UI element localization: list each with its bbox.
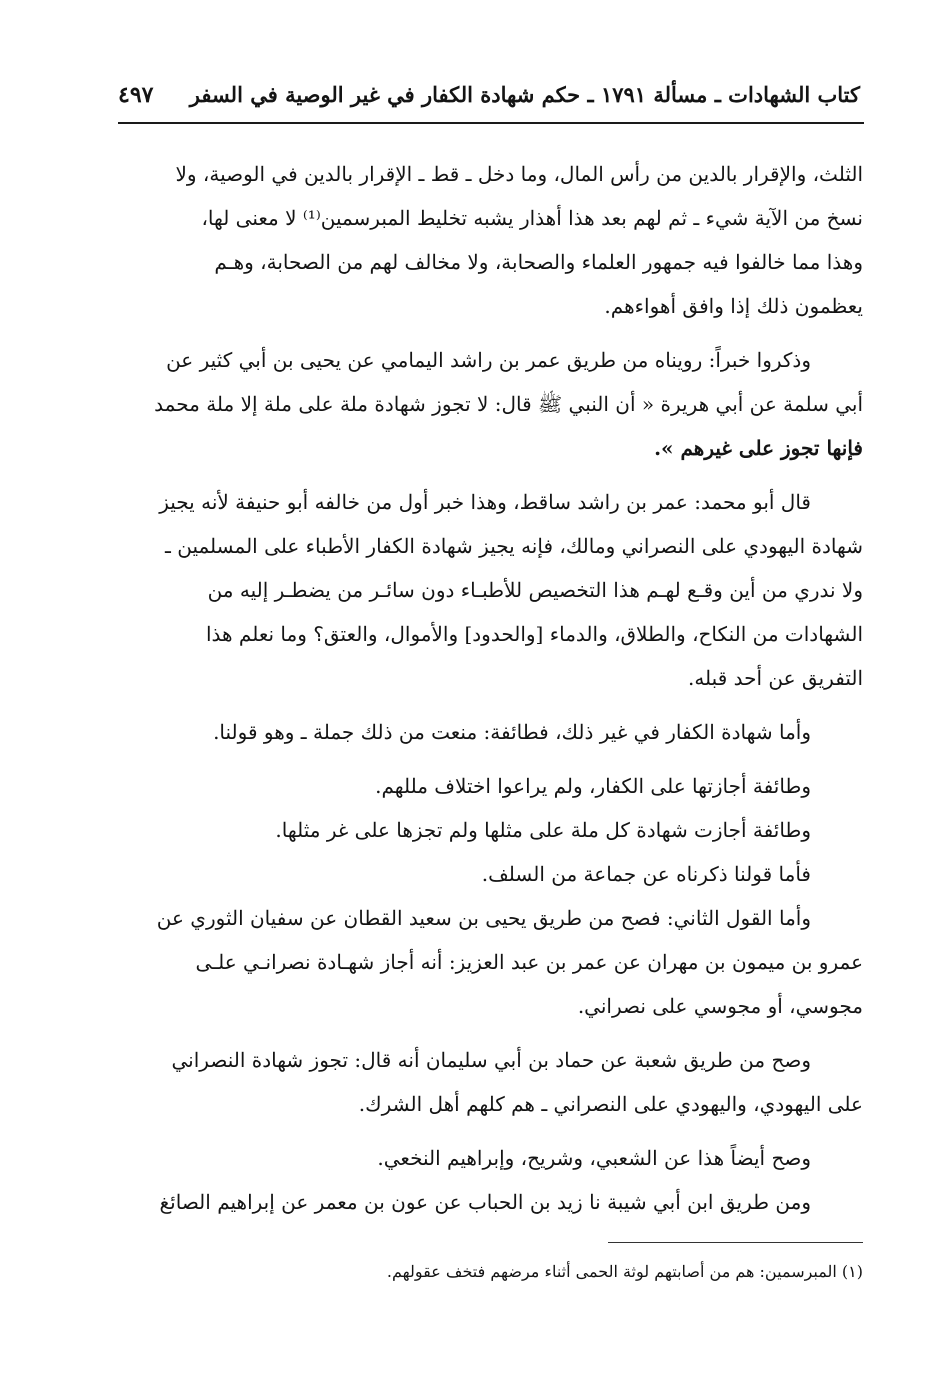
- text-line: شهادة اليهودي على النصراني ومالك، فإنه يجيز شهادة الكفار الأطباء على المسلمين ـ: [165, 534, 863, 558]
- text-line: قال أبو محمد: عمر بن راشد ساقط، وهذا خبر أول من خالفه أبو حنيفة لأنه يجيز: [159, 490, 811, 514]
- text-line: وذكروا خبراً: رويناه من طريق عمر بن راشد اليمامي عن يحيى بن أبي كثير عن: [166, 348, 811, 372]
- body-text: [115, 152, 863, 1224]
- page-number: ٤٩٧: [118, 82, 154, 108]
- text-line: أبي سلمة عن أبي هريرة « أن النبي ﷺ قال: لا تجوز شهادة ملة على ملة إلا ملة محمد: [154, 392, 863, 416]
- header-title: كتاب الشهادات ـ مسألة ١٧٩١ ـ حكم شهادة الكفار في غير الوصية في السفر: [189, 82, 860, 107]
- text-line: وهذا مما خالفوا فيه جمهور العلماء والصحابة، ولا مخالف لهم من الصحابة، وهـم: [214, 250, 863, 274]
- text-line: وأما شهادة الكفار في غير ذلك، فطائفة: منعت من ذلك جملة ـ وهو قولنا.: [213, 720, 811, 744]
- text-line: وطائفة أجازت شهادة كل ملة على مثلها ولم تجزها على غر مثلها.: [275, 818, 811, 842]
- text-line: على اليهودي، واليهودي على النصراني ـ هم كلهم أهل الشرك.: [358, 1092, 863, 1116]
- running-header: [118, 82, 860, 116]
- footnote: (١) المبرسمين: هم من أصابتهم لوثة الحمى أثناء مرضهم فتخف عقولهم.: [386, 1262, 863, 1281]
- text-line: وطائفة أجازتها على الكفار، ولم يراعوا اختلاف مللهم.: [375, 774, 811, 798]
- text-line: نسخ من الآية شيء ـ ثم لهم بعد هذا أهذار يشبه تخليط المبرسمين⁽¹⁾ لا معنى لها،: [201, 206, 863, 230]
- text-line: وأما القول الثاني: فصح من طريق يحيى بن سعيد القطان عن سفيان الثوري عن: [156, 906, 811, 930]
- text-line: عمرو بن ميمون بن مهران عن عمر بن عبد العزيز: أنه أجاز شهـادة نصرانـي علـى: [195, 950, 863, 974]
- text-line: ولا ندري من أين وقـع لهـم هذا التخصيص للأطبـاء دون سائـر من يضطـر إليه من: [207, 578, 863, 602]
- text-line: مجوسي، أو مجوسي على نصراني.: [577, 994, 863, 1018]
- text-line: وصح أيضاً هذا عن الشعبي، وشريح، وإبراهيم النخعي.: [377, 1146, 811, 1170]
- text-line: التفريق عن أحد قبله.: [687, 666, 863, 690]
- text-line: يعظمون ذلك إذا وافق أهواءهم.: [604, 294, 863, 318]
- text-line: الشهادات من النكاح، والطلاق، والدماء [والحدود] والأموال، والعتق؟ وما نعلم هذا: [205, 622, 863, 646]
- text-line: ومن طريق ابن أبي شيبة نا زيد بن الحباب عن عون بن معمر عن إبراهيم الصائغ: [159, 1190, 811, 1214]
- footnote-divider: [608, 1242, 863, 1243]
- text-line: فأما قولنا ذكرناه عن جماعة من السلف.: [481, 862, 811, 886]
- text-line: وصح من طريق شعبة عن حماد بن أبي سليمان أنه قال: تجوز شهادة النصراني: [171, 1048, 811, 1072]
- header-divider: [118, 122, 864, 124]
- text-line: الثلث، والإقرار بالدين من رأس المال، وما دخل ـ قط ـ الإقرار بالدين في الوصية، ولا: [175, 162, 863, 186]
- text-line: فإنها تجوز على غيرهم ».: [654, 436, 863, 460]
